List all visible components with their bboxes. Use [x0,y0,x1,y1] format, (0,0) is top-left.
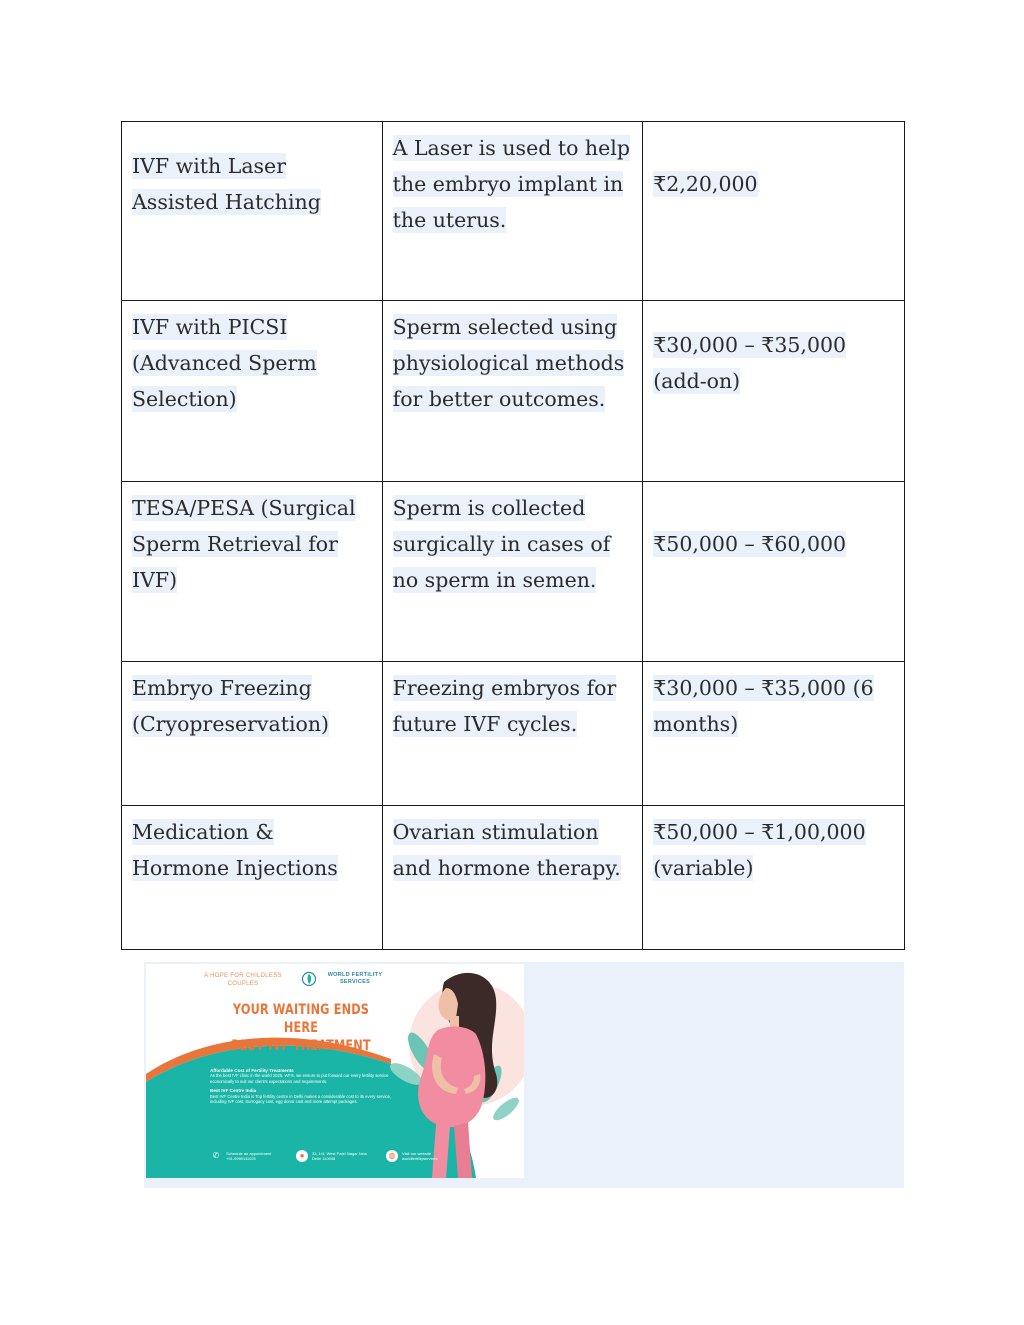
treatment-name: IVF with PICSI (Advanced Sperm Selection) [132,315,317,411]
description-cell [382,122,643,301]
cost-cell [643,122,905,301]
table-row [122,122,905,301]
ivf-promo-banner [146,964,524,1178]
website-label: Visit our website [402,1151,432,1156]
phone-icon: ✆ [212,1151,220,1160]
promo-image-block [144,962,904,1188]
treatment-cost: ₹30,000 – ₹35,000 (6 months) [653,676,874,736]
treatment-cost: ₹50,000 – ₹1,00,000 (variable) [653,820,866,880]
brand-name: WORLD FERTILITY SERVICES [327,972,383,985]
treatment-cost: ₹2,20,000 [653,172,758,196]
headline-line-2: BEST IVF TREATMENT [231,1038,371,1054]
section-1-text: As the best IVF clinic in the world 2025, WFS, we ensure to put forward our every fertility service economically to suit our client's expectations and requirements. [210,1073,389,1084]
treatment-name: Embryo Freezing (Cryopreservation) [132,676,330,736]
treatment-description: Ovarian stimulation and hormone therapy. [392,820,621,880]
treatment-cell [122,806,383,950]
treatment-cost: ₹30,000 – ₹35,000 (add-on) [653,333,847,393]
banner-body [210,1068,400,1108]
description-cell [382,482,643,662]
treatment-description: Freezing embryos for future IVF cycles. [392,676,617,736]
address-text: 33, 1/4, West Patel Nagar New Delhi 110008 [312,1151,367,1161]
ivf-cost-table [121,121,905,950]
description-cell [382,662,643,806]
treatment-cell [122,122,383,301]
treatment-description: Sperm selected using physiological methods for better outcomes. [392,315,625,411]
table-row [122,662,905,806]
treatment-name: Medication & Hormone Injections [132,820,338,880]
website-url: worldfertilityservices [402,1156,438,1161]
treatment-description: Sperm is collected surgically in cases of no sperm in semen. [392,496,611,592]
cost-cell [643,662,905,806]
section-2-title: Best IVF Centre India [210,1088,257,1094]
banner-headline [227,1001,375,1055]
location-pin-icon: ● [296,1150,308,1162]
treatment-name: IVF with Laser Assisted Hatching [132,154,321,214]
table-row [122,482,905,662]
headline-line-1: YOUR WAITING ENDS HERE [232,1002,370,1036]
treatment-cell [122,482,383,662]
section-2-text: Best IVF Centre India is Top fertility centre in Delhi makes a considerable cost to its every service, including IVF cost, Surrogacy cost, egg donor cost and more attempt packages. [210,1093,391,1105]
section-1-title: Affordable Cost of Fertility Treatments [210,1068,294,1073]
brand-logo-icon [302,970,316,988]
treatment-cell [122,301,383,482]
cost-cell [643,482,905,662]
description-cell [382,301,643,482]
description-cell [382,806,643,950]
contact-label: Schedule an appointment [226,1151,272,1156]
table-row [122,806,905,950]
cost-cell [643,301,905,482]
contact-phone: +91-9990111025 [226,1156,256,1161]
treatment-description: A Laser is used to help the embryo implant in the uterus. [392,136,630,232]
banner-footer [210,1150,470,1172]
cost-cell [643,806,905,950]
globe-icon: ◍ [386,1150,398,1162]
treatment-name: TESA/PESA (Surgical Sperm Retrieval for IVF) [132,496,356,592]
table-row [122,301,905,482]
treatment-cost: ₹50,000 – ₹60,000 [653,532,847,556]
banner-tagline: A HOPE FOR CHILDLESS COUPLES [204,973,282,987]
treatment-cell [122,662,383,806]
